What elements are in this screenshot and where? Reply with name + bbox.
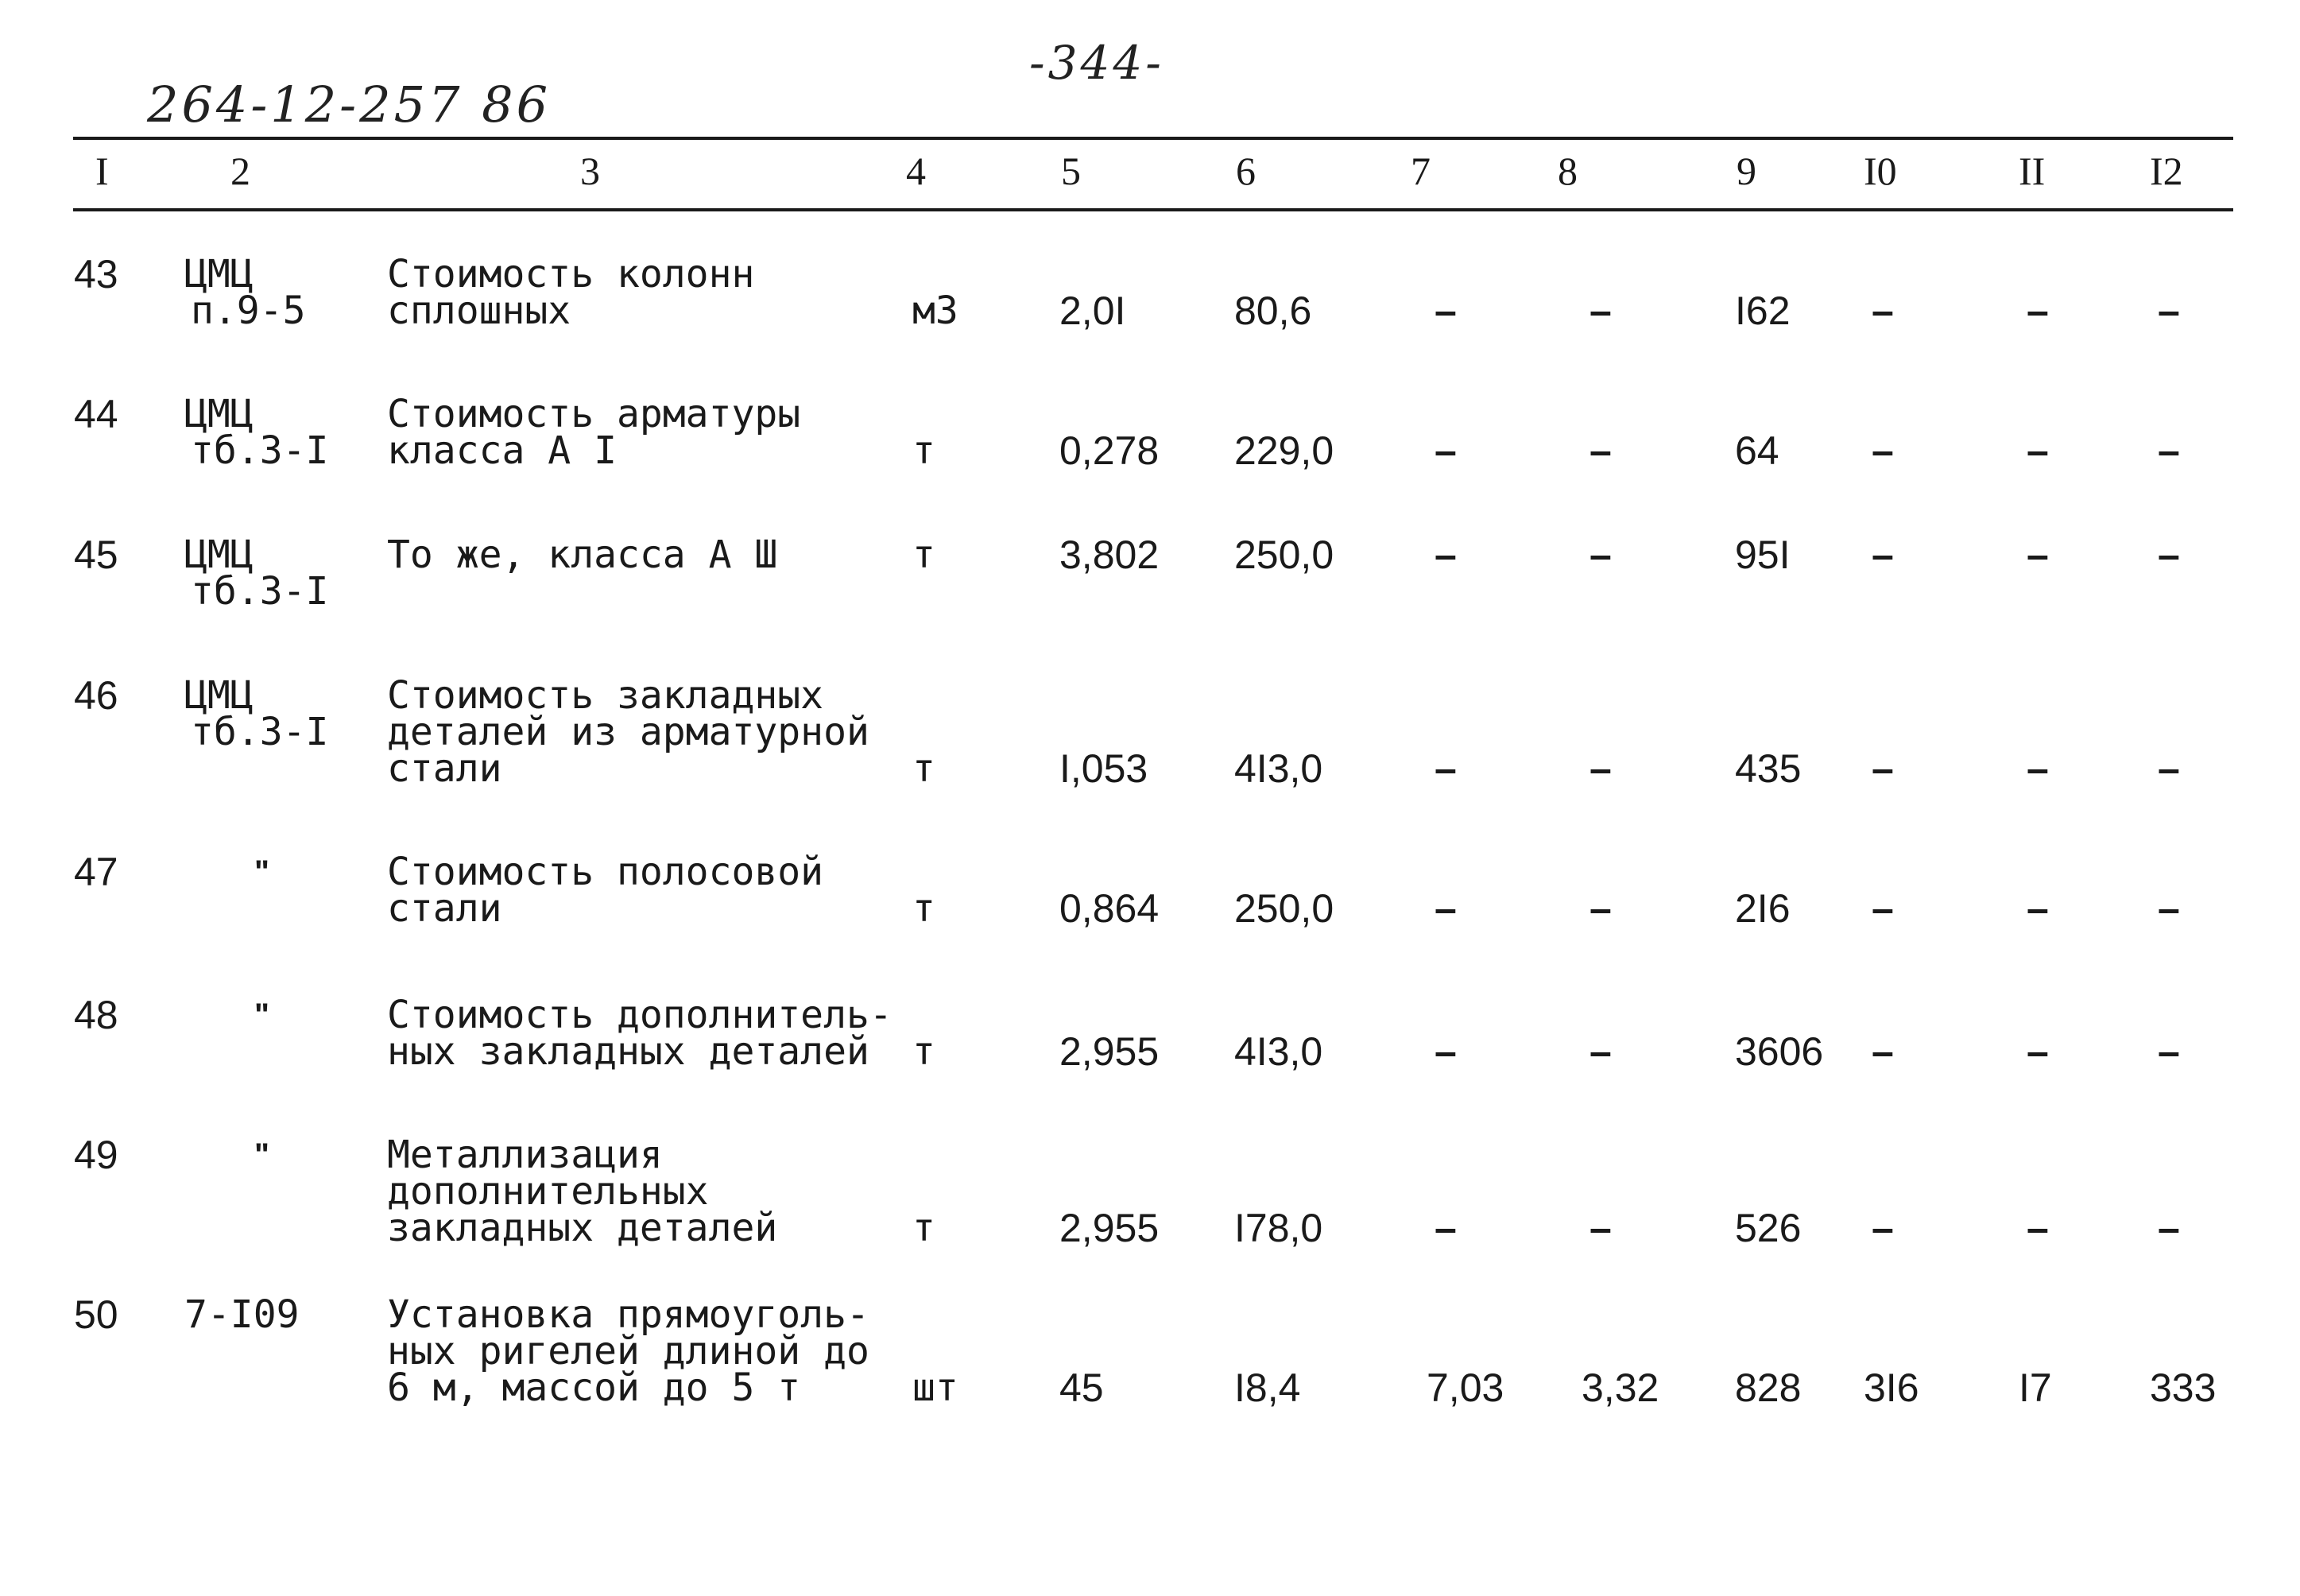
total-cost: 64 (1735, 428, 1779, 473)
column-7-value: – (1435, 289, 1457, 333)
column-12-value: – (2158, 533, 2180, 577)
item-description: сплошных (387, 289, 571, 333)
column-11-value: – (2027, 886, 2049, 931)
column-11-value: – (2027, 746, 2049, 791)
unit: т (912, 533, 935, 577)
column-12-value: – (2158, 886, 2180, 931)
reference-code: п.9-5 (191, 289, 306, 333)
quantity: 2,955 (1059, 1029, 1160, 1074)
column-12-value: – (2158, 428, 2180, 473)
item-description: 6 м, массой до 5 т (387, 1366, 801, 1410)
item-description: деталей из арматурной (387, 710, 869, 754)
item-description: закладных деталей (387, 1206, 778, 1250)
column-11-value: – (2027, 533, 2049, 577)
unit-price: 4I3,0 (1234, 1029, 1323, 1074)
column-8-value: – (1589, 886, 1612, 931)
total-cost: 526 (1735, 1206, 1802, 1250)
row-number: 46 (74, 673, 118, 718)
quantity: 2,0I (1059, 289, 1126, 333)
column-header-8: 8 (1558, 149, 1578, 193)
reference-code: ЦМЦ (184, 252, 254, 296)
total-cost: 95I (1735, 533, 1791, 577)
column-7-value: – (1435, 1029, 1457, 1074)
quantity: 0,278 (1059, 428, 1160, 473)
column-header-10: I0 (1864, 149, 1897, 193)
total-cost: I62 (1735, 289, 1791, 333)
column-8-value: – (1589, 428, 1612, 473)
unit: т (912, 428, 935, 473)
column-11-value: – (2027, 1029, 2049, 1074)
column-header-5: 5 (1061, 149, 1081, 193)
total-cost: 435 (1735, 746, 1802, 791)
row-number: 47 (74, 850, 118, 894)
item-description: класса А I (387, 428, 617, 473)
unit-price: 250,0 (1234, 886, 1334, 931)
column-10-value: – (1872, 746, 1894, 791)
reference-code: тб.3-I (191, 710, 329, 754)
quantity: I,053 (1059, 746, 1148, 791)
unit-price: 229,0 (1234, 428, 1334, 473)
quantity: 2,955 (1059, 1206, 1160, 1250)
unit: т (912, 886, 935, 931)
item-description: дополнительных (387, 1169, 709, 1214)
total-cost: 828 (1735, 1366, 1802, 1410)
unit: т (912, 1029, 935, 1074)
ditto-mark: " (254, 854, 269, 889)
column-8-value: – (1589, 746, 1612, 791)
column-8-value: – (1589, 1029, 1612, 1074)
row-number: 43 (74, 252, 118, 296)
item-description: То же, класса А Ш (387, 533, 778, 577)
column-header-7: 7 (1411, 149, 1431, 193)
column-header-11: II (2019, 149, 2046, 193)
column-10-value: – (1872, 886, 1894, 931)
column-10-value: 3I6 (1864, 1366, 1919, 1410)
column-11-value: – (2027, 428, 2049, 473)
unit: т (912, 746, 935, 791)
item-description: Стоимость полосовой (387, 850, 824, 894)
header-top-rule (73, 137, 2233, 140)
reference-code: 7-I09 (184, 1292, 300, 1337)
column-header-9: 9 (1737, 149, 1756, 193)
reference-code: ЦМЦ (184, 392, 254, 436)
column-7-value: – (1435, 428, 1457, 473)
quantity: 0,864 (1059, 886, 1160, 931)
column-7-value: – (1435, 1206, 1457, 1250)
item-description: стали (387, 746, 502, 791)
item-description: Стоимость закладных (387, 673, 824, 718)
column-10-value: – (1872, 289, 1894, 333)
unit-price: 80,6 (1234, 289, 1312, 333)
unit-price: 4I3,0 (1234, 746, 1323, 791)
page-number: -344- (1029, 36, 1164, 90)
item-description: Металлизация (387, 1133, 663, 1177)
column-8-value: – (1589, 1206, 1612, 1250)
item-description: стали (387, 886, 502, 931)
column-12-value: 333 (2150, 1366, 2217, 1410)
column-7-value: 7,03 (1427, 1366, 1504, 1410)
quantity: 3,802 (1059, 533, 1160, 577)
item-description: Стоимость арматуры (387, 392, 801, 436)
unit-price: 250,0 (1234, 533, 1334, 577)
column-header-4: 4 (906, 149, 926, 193)
reference-code: тб.3-I (191, 569, 329, 614)
total-cost: 3606 (1735, 1029, 1824, 1074)
column-8-value: – (1589, 289, 1612, 333)
row-number: 49 (74, 1133, 118, 1177)
column-10-value: – (1872, 533, 1894, 577)
reference-code: ЦМЦ (184, 673, 254, 718)
unit: т (912, 1206, 935, 1250)
column-7-value: – (1435, 886, 1457, 931)
column-header-1: I (95, 149, 109, 193)
total-cost: 2I6 (1735, 886, 1791, 931)
unit-price: I78,0 (1234, 1206, 1323, 1250)
column-11-value: – (2027, 289, 2049, 333)
row-number: 44 (74, 392, 118, 436)
header-bottom-rule (73, 208, 2233, 211)
column-12-value: – (2158, 289, 2180, 333)
document-code: 264-12-257 86 (147, 76, 552, 134)
item-description: Установка прямоуголь- (387, 1292, 869, 1337)
unit-price: I8,4 (1234, 1366, 1301, 1410)
unit: м3 (912, 289, 958, 333)
item-description: ных ригелей длиной до (387, 1329, 869, 1373)
item-description: Стоимость дополнитель- (387, 993, 893, 1037)
column-8-value: – (1589, 533, 1612, 577)
row-number: 45 (74, 533, 118, 577)
item-description: Стоимость колонн (387, 252, 755, 296)
reference-code: тб.3-I (191, 428, 329, 473)
row-number: 48 (74, 993, 118, 1037)
item-description: ных закладных деталей (387, 1029, 869, 1074)
column-header-2: 2 (230, 149, 250, 193)
column-12-value: – (2158, 1206, 2180, 1250)
column-11-value: I7 (2019, 1366, 2052, 1410)
column-7-value: – (1435, 746, 1457, 791)
column-header-6: 6 (1236, 149, 1256, 193)
ditto-mark: " (254, 998, 269, 1032)
column-10-value: – (1872, 1206, 1894, 1250)
row-number: 50 (74, 1292, 118, 1337)
column-8-value: 3,32 (1582, 1366, 1659, 1410)
column-header-3: 3 (580, 149, 600, 193)
column-7-value: – (1435, 533, 1457, 577)
quantity: 45 (1059, 1366, 1104, 1410)
column-12-value: – (2158, 1029, 2180, 1074)
column-10-value: – (1872, 428, 1894, 473)
column-12-value: – (2158, 746, 2180, 791)
ditto-mark: " (254, 1137, 269, 1172)
unit: шт (912, 1366, 958, 1410)
column-header-12: I2 (2150, 149, 2183, 193)
column-10-value: – (1872, 1029, 1894, 1074)
reference-code: ЦМЦ (184, 533, 254, 577)
column-11-value: – (2027, 1206, 2049, 1250)
